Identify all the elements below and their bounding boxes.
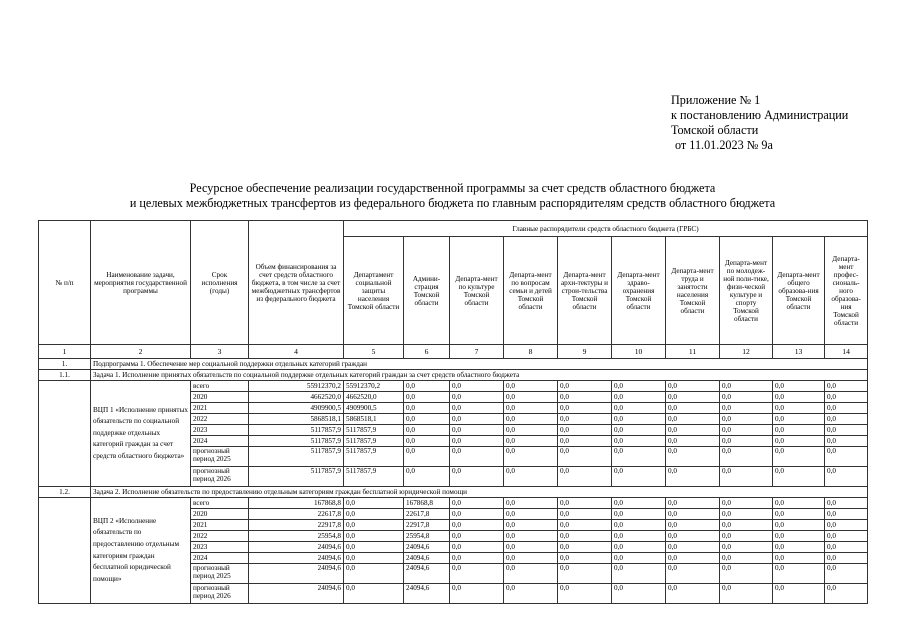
value-cell: 0,0 bbox=[612, 531, 666, 542]
value-cell: 5117857,9 bbox=[344, 436, 404, 447]
value-cell: 0,0 bbox=[612, 381, 666, 392]
period-cell: 2024 bbox=[191, 553, 249, 564]
value-cell: 0,0 bbox=[504, 436, 558, 447]
value-cell: 0,0 bbox=[504, 584, 558, 604]
value-cell: 0,0 bbox=[666, 436, 720, 447]
column-number: 1 bbox=[39, 345, 91, 359]
value-cell: 24094,6 bbox=[404, 542, 450, 553]
value-cell: 4662520,0 bbox=[249, 392, 344, 403]
table-row bbox=[39, 381, 868, 392]
value-cell: 0,0 bbox=[558, 436, 612, 447]
header-grbs-10: Департа-мент профес-сиональ-ного образова-ния Томской области bbox=[825, 237, 868, 345]
value-cell: 0,0 bbox=[825, 414, 868, 425]
value-cell: 0,0 bbox=[558, 392, 612, 403]
value-cell: 0,0 bbox=[404, 392, 450, 403]
value-cell: 22617,8 bbox=[249, 509, 344, 520]
header-grbs-8: Департа-мент по молодеж-ной поли-тике, физи-ческой культуре и спорту Томской области bbox=[720, 237, 773, 345]
appendix-line-2: к постановлению Администрации bbox=[671, 108, 849, 122]
value-cell: 0,0 bbox=[558, 520, 612, 531]
value-cell: 0,0 bbox=[504, 509, 558, 520]
value-cell: 0,0 bbox=[720, 425, 773, 436]
empty-cell bbox=[39, 498, 91, 604]
value-cell: 0,0 bbox=[720, 553, 773, 564]
value-cell: 0,0 bbox=[666, 509, 720, 520]
value-cell: 0,0 bbox=[666, 498, 720, 509]
column-number: 6 bbox=[404, 345, 450, 359]
value-cell: 0,0 bbox=[612, 425, 666, 436]
column-number: 10 bbox=[612, 345, 666, 359]
value-cell: 0,0 bbox=[504, 381, 558, 392]
value-cell: 22617,8 bbox=[404, 509, 450, 520]
value-cell: 0,0 bbox=[825, 403, 868, 414]
column-number: 12 bbox=[720, 345, 773, 359]
value-cell: 0,0 bbox=[504, 542, 558, 553]
value-cell: 0,0 bbox=[504, 467, 558, 487]
value-cell: 0,0 bbox=[404, 436, 450, 447]
value-cell: 0,0 bbox=[404, 425, 450, 436]
value-cell: 0,0 bbox=[450, 414, 504, 425]
value-cell: 0,0 bbox=[558, 447, 612, 467]
value-cell: 0,0 bbox=[344, 584, 404, 604]
value-cell: 0,0 bbox=[450, 498, 504, 509]
value-cell: 0,0 bbox=[825, 584, 868, 604]
value-cell: 0,0 bbox=[720, 542, 773, 553]
table-row bbox=[39, 498, 868, 509]
value-cell: 0,0 bbox=[720, 403, 773, 414]
document-title-line-1: Ресурсное обеспечение реализации государственной программы за счет средств областного бюджета bbox=[189, 181, 716, 195]
value-cell: 167868,8 bbox=[249, 498, 344, 509]
value-cell: 0,0 bbox=[666, 531, 720, 542]
value-cell: 0,0 bbox=[558, 564, 612, 584]
value-cell: 0,0 bbox=[504, 392, 558, 403]
value-cell: 0,0 bbox=[504, 553, 558, 564]
column-number: 14 bbox=[825, 345, 868, 359]
value-cell: 0,0 bbox=[344, 531, 404, 542]
period-cell: 2022 bbox=[191, 531, 249, 542]
value-cell: 0,0 bbox=[773, 381, 825, 392]
value-cell: 0,0 bbox=[344, 520, 404, 531]
value-cell: 0,0 bbox=[666, 381, 720, 392]
appendix-block bbox=[671, 93, 848, 153]
value-cell: 0,0 bbox=[825, 520, 868, 531]
value-cell: 0,0 bbox=[504, 425, 558, 436]
value-cell: 0,0 bbox=[558, 467, 612, 487]
value-cell: 24094,6 bbox=[249, 553, 344, 564]
value-cell: 0,0 bbox=[450, 564, 504, 584]
value-cell: 0,0 bbox=[720, 584, 773, 604]
header-grbs-4: Департа-мент по вопросам семьи и детей Томской области bbox=[504, 237, 558, 345]
row-number: 1. bbox=[39, 359, 91, 370]
value-cell: 0,0 bbox=[558, 381, 612, 392]
value-cell: 0,0 bbox=[773, 564, 825, 584]
value-cell: 0,0 bbox=[773, 584, 825, 604]
period-cell: прогнозный период 2025 bbox=[191, 447, 249, 467]
value-cell: 0,0 bbox=[825, 531, 868, 542]
value-cell: 0,0 bbox=[825, 381, 868, 392]
value-cell: 0,0 bbox=[666, 447, 720, 467]
resource-table bbox=[38, 220, 868, 604]
value-cell: 0,0 bbox=[825, 542, 868, 553]
value-cell: 0,0 bbox=[773, 542, 825, 553]
document-title bbox=[0, 181, 905, 211]
value-cell: 0,0 bbox=[558, 542, 612, 553]
value-cell: 0,0 bbox=[504, 414, 558, 425]
column-number: 3 bbox=[191, 345, 249, 359]
value-cell: 0,0 bbox=[825, 425, 868, 436]
appendix-line-4: от 11.01.2023 № 9а bbox=[675, 138, 773, 152]
value-cell: 0,0 bbox=[720, 414, 773, 425]
value-cell: 0,0 bbox=[666, 425, 720, 436]
value-cell: 0,0 bbox=[344, 564, 404, 584]
document-title-line-2: и целевых межбюджетных трансфертов из федерального бюджета по главным распорядителям средств областного бюджета bbox=[129, 196, 776, 210]
period-cell: 2022 bbox=[191, 414, 249, 425]
value-cell: 0,0 bbox=[773, 414, 825, 425]
value-cell: 0,0 bbox=[450, 509, 504, 520]
value-cell: 0,0 bbox=[720, 467, 773, 487]
value-cell: 0,0 bbox=[450, 381, 504, 392]
value-cell: 24094,6 bbox=[404, 584, 450, 604]
value-cell: 0,0 bbox=[720, 436, 773, 447]
header-num: № п/п bbox=[39, 221, 91, 345]
value-cell: 22917,8 bbox=[404, 520, 450, 531]
subprogram-title: Подпрограмма 1. Обеспечение мер социальной поддержки отдельных категорий граждан bbox=[91, 359, 868, 370]
column-number: 9 bbox=[558, 345, 612, 359]
task-title: Задача 1. Исполнение принятых обязательств по социальной поддержке отдельных категорий граждан за счет средств областного бюджета bbox=[91, 370, 868, 381]
value-cell: 0,0 bbox=[825, 447, 868, 467]
value-cell: 0,0 bbox=[773, 520, 825, 531]
value-cell: 0,0 bbox=[404, 414, 450, 425]
value-cell: 0,0 bbox=[450, 531, 504, 542]
value-cell: 0,0 bbox=[612, 564, 666, 584]
value-cell: 0,0 bbox=[720, 531, 773, 542]
value-cell: 0,0 bbox=[344, 498, 404, 509]
value-cell: 55912370,2 bbox=[344, 381, 404, 392]
value-cell: 0,0 bbox=[773, 425, 825, 436]
value-cell: 0,0 bbox=[558, 531, 612, 542]
header-grbs-group: Главные распорядители средств областного бюджета (ГРБС) bbox=[344, 221, 868, 237]
value-cell: 5117857,9 bbox=[344, 467, 404, 487]
period-cell: 2023 bbox=[191, 542, 249, 553]
value-cell: 0,0 bbox=[558, 553, 612, 564]
value-cell: 0,0 bbox=[450, 392, 504, 403]
column-number: 5 bbox=[344, 345, 404, 359]
value-cell: 0,0 bbox=[558, 584, 612, 604]
value-cell: 0,0 bbox=[450, 584, 504, 604]
value-cell: 0,0 bbox=[666, 392, 720, 403]
value-cell: 0,0 bbox=[773, 509, 825, 520]
header-grbs-1: Департамент социальной защиты населения Томской области bbox=[344, 237, 404, 345]
value-cell: 0,0 bbox=[612, 403, 666, 414]
value-cell: 0,0 bbox=[720, 447, 773, 467]
value-cell: 5117857,9 bbox=[344, 447, 404, 467]
value-cell: 0,0 bbox=[825, 392, 868, 403]
value-cell: 0,0 bbox=[344, 553, 404, 564]
header-volume: Объем финансирования за счет средств областного бюджета, в том числе за счет межбюджетных трансфертов из федерального бюджета bbox=[249, 221, 344, 345]
value-cell: 0,0 bbox=[825, 564, 868, 584]
column-number: 2 bbox=[91, 345, 191, 359]
value-cell: 0,0 bbox=[773, 498, 825, 509]
value-cell: 0,0 bbox=[612, 498, 666, 509]
column-number: 8 bbox=[504, 345, 558, 359]
column-number: 4 bbox=[249, 345, 344, 359]
value-cell: 0,0 bbox=[450, 467, 504, 487]
period-cell: 2021 bbox=[191, 403, 249, 414]
value-cell: 4662520,0 bbox=[344, 392, 404, 403]
period-cell: прогнозный период 2026 bbox=[191, 584, 249, 604]
value-cell: 24094,6 bbox=[249, 584, 344, 604]
value-cell: 0,0 bbox=[773, 531, 825, 542]
value-cell: 0,0 bbox=[450, 553, 504, 564]
value-cell: 0,0 bbox=[825, 553, 868, 564]
value-cell: 0,0 bbox=[450, 425, 504, 436]
task-title: Задача 2. Исполнение обязательств по предоставлению отдельным категориям граждан бесплатной юридической помощи bbox=[91, 487, 868, 498]
value-cell: 0,0 bbox=[666, 467, 720, 487]
measure-name: ВЦП 1 «Исполнение принятых обязательств по социальной поддержке отдельных категорий граждан за счет средств областного бюджета» bbox=[91, 381, 191, 487]
value-cell: 0,0 bbox=[612, 542, 666, 553]
value-cell: 0,0 bbox=[720, 392, 773, 403]
value-cell: 0,0 bbox=[558, 509, 612, 520]
column-number: 7 bbox=[450, 345, 504, 359]
value-cell: 0,0 bbox=[612, 436, 666, 447]
value-cell: 0,0 bbox=[612, 467, 666, 487]
value-cell: 0,0 bbox=[720, 509, 773, 520]
value-cell: 5117857,9 bbox=[249, 436, 344, 447]
value-cell: 0,0 bbox=[825, 498, 868, 509]
row-number: 1.1. bbox=[39, 370, 91, 381]
value-cell: 0,0 bbox=[720, 520, 773, 531]
value-cell: 5117857,9 bbox=[249, 467, 344, 487]
value-cell: 0,0 bbox=[450, 447, 504, 467]
value-cell: 5117857,9 bbox=[249, 447, 344, 467]
value-cell: 0,0 bbox=[825, 509, 868, 520]
value-cell: 0,0 bbox=[666, 584, 720, 604]
value-cell: 24094,6 bbox=[249, 564, 344, 584]
header-grbs-2: Админи-страция Томской области bbox=[404, 237, 450, 345]
value-cell: 0,0 bbox=[504, 520, 558, 531]
value-cell: 0,0 bbox=[404, 403, 450, 414]
value-cell: 0,0 bbox=[612, 584, 666, 604]
header-grbs-7: Департа-мент труда и занятости населения Томской области bbox=[666, 237, 720, 345]
value-cell: 25954,8 bbox=[249, 531, 344, 542]
subprogram-row bbox=[39, 359, 868, 370]
value-cell: 0,0 bbox=[612, 392, 666, 403]
value-cell: 0,0 bbox=[558, 414, 612, 425]
value-cell: 4909900,5 bbox=[249, 403, 344, 414]
value-cell: 0,0 bbox=[666, 564, 720, 584]
value-cell: 24094,6 bbox=[249, 542, 344, 553]
value-cell: 24094,6 bbox=[404, 564, 450, 584]
value-cell: 0,0 bbox=[773, 447, 825, 467]
task-row bbox=[39, 370, 868, 381]
value-cell: 0,0 bbox=[558, 403, 612, 414]
value-cell: 0,0 bbox=[404, 467, 450, 487]
header-grbs-6: Департа-мент здраво-охранения Томской области bbox=[612, 237, 666, 345]
value-cell: 0,0 bbox=[773, 403, 825, 414]
period-cell: 2020 bbox=[191, 392, 249, 403]
value-cell: 0,0 bbox=[404, 447, 450, 467]
value-cell: 0,0 bbox=[612, 553, 666, 564]
header-grbs-9: Департа-мент общего образова-ния Томской области bbox=[773, 237, 825, 345]
column-number: 13 bbox=[773, 345, 825, 359]
value-cell: 4909900,5 bbox=[344, 403, 404, 414]
value-cell: 0,0 bbox=[666, 403, 720, 414]
value-cell: 0,0 bbox=[450, 436, 504, 447]
value-cell: 0,0 bbox=[666, 542, 720, 553]
value-cell: 0,0 bbox=[450, 542, 504, 553]
value-cell: 0,0 bbox=[666, 414, 720, 425]
value-cell: 0,0 bbox=[404, 381, 450, 392]
value-cell: 0,0 bbox=[504, 498, 558, 509]
header-name: Наименование задачи, мероприятия государственной программы bbox=[91, 221, 191, 345]
value-cell: 5117857,9 bbox=[344, 425, 404, 436]
value-cell: 0,0 bbox=[450, 403, 504, 414]
value-cell: 0,0 bbox=[773, 392, 825, 403]
empty-cell bbox=[39, 381, 91, 487]
measure-name: ВЦП 2 «Исполнение обязательств по предоставлению отдельным категориям граждан бесплатной юридической помощи» bbox=[91, 498, 191, 604]
value-cell: 0,0 bbox=[612, 414, 666, 425]
value-cell: 0,0 bbox=[720, 381, 773, 392]
period-cell: 2020 bbox=[191, 509, 249, 520]
period-cell: всего bbox=[191, 498, 249, 509]
header-grbs-3: Департа-мент по культуре Томской области bbox=[450, 237, 504, 345]
value-cell: 0,0 bbox=[825, 436, 868, 447]
value-cell: 5117857,9 bbox=[249, 425, 344, 436]
period-cell: прогнозный период 2026 bbox=[191, 467, 249, 487]
task-row bbox=[39, 487, 868, 498]
value-cell: 5868518,1 bbox=[344, 414, 404, 425]
value-cell: 0,0 bbox=[825, 467, 868, 487]
value-cell: 0,0 bbox=[504, 403, 558, 414]
row-number: 1.2. bbox=[39, 487, 91, 498]
appendix-line-3: Томской области bbox=[671, 123, 759, 137]
value-cell: 0,0 bbox=[558, 498, 612, 509]
period-cell: всего bbox=[191, 381, 249, 392]
value-cell: 0,0 bbox=[612, 520, 666, 531]
value-cell: 0,0 bbox=[773, 467, 825, 487]
value-cell: 0,0 bbox=[720, 498, 773, 509]
period-cell: 2023 bbox=[191, 425, 249, 436]
value-cell: 0,0 bbox=[773, 436, 825, 447]
value-cell: 0,0 bbox=[666, 520, 720, 531]
column-number: 11 bbox=[666, 345, 720, 359]
value-cell: 24094,6 bbox=[404, 553, 450, 564]
value-cell: 0,0 bbox=[666, 553, 720, 564]
value-cell: 0,0 bbox=[558, 425, 612, 436]
value-cell: 167868,8 bbox=[404, 498, 450, 509]
value-cell: 22917,8 bbox=[249, 520, 344, 531]
value-cell: 5868518,1 bbox=[249, 414, 344, 425]
value-cell: 0,0 bbox=[344, 509, 404, 520]
value-cell: 0,0 bbox=[450, 520, 504, 531]
value-cell: 0,0 bbox=[612, 447, 666, 467]
value-cell: 0,0 bbox=[504, 447, 558, 467]
header-grbs-5: Департа-мент архи-тектуры и строи-тельства Томской области bbox=[558, 237, 612, 345]
value-cell: 0,0 bbox=[720, 564, 773, 584]
value-cell: 55912370,2 bbox=[249, 381, 344, 392]
period-cell: прогнозный период 2025 bbox=[191, 564, 249, 584]
value-cell: 0,0 bbox=[773, 553, 825, 564]
value-cell: 25954,8 bbox=[404, 531, 450, 542]
header-term: Срок исполнения (годы) bbox=[191, 221, 249, 345]
value-cell: 0,0 bbox=[504, 531, 558, 542]
value-cell: 0,0 bbox=[344, 542, 404, 553]
value-cell: 0,0 bbox=[612, 509, 666, 520]
period-cell: 2024 bbox=[191, 436, 249, 447]
appendix-line-1: Приложение № 1 bbox=[671, 93, 761, 107]
period-cell: 2021 bbox=[191, 520, 249, 531]
value-cell: 0,0 bbox=[504, 564, 558, 584]
